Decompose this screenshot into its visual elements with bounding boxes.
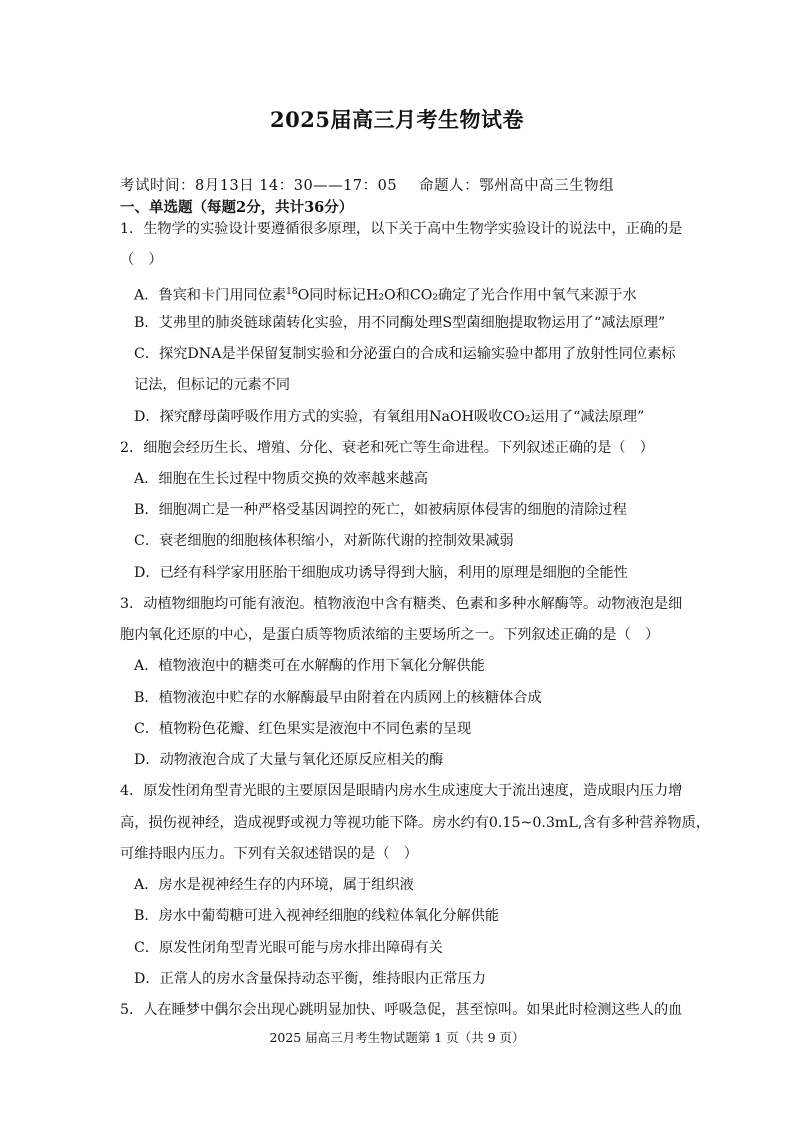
question-2-option-b: B．细胞凋亡是一种严格受基因调控的死亡，如被病原体侵害的细胞的清除过程: [134, 502, 627, 518]
exam-time: 考试时间：8月13日 14：30——17：05: [120, 178, 398, 194]
question-3-stem-line-2: 胞内氧化还原的中心，是蛋白质等物质浓缩的主要场所之一。下列叙述正确的是（ ）: [120, 627, 660, 643]
option-a-text-1: A．鲁宾和卡门用同位素: [134, 287, 287, 304]
question-1-option-a: [134, 282, 637, 306]
question-5-stem-line-1: 5．人在睡梦中偶尔会出现心跳明显加快、呼吸急促，甚至惊叫。如果此时检测这些人的血: [120, 1002, 683, 1018]
option-a-text-2: O同时标记H₂O和CO₂确定了光合作用中氧气来源于水: [297, 287, 637, 304]
question-2-stem-line-1: 2．细胞会经历生长、增殖、分化、衰老和死亡等生命进程。下列叙述正确的是（ ）: [120, 440, 654, 456]
question-2-option-c: C．衰老细胞的细胞核体积缩小，对新陈代谢的控制效果减弱: [134, 533, 514, 549]
question-4-stem-line-3: 可维持眼内压力。下列有关叙述错误的是（ ）: [120, 846, 418, 862]
question-3-stem-line-1: 3．动植物细胞均可能有液泡。植物液泡中含有糖类、色素和多种水解酶等。动物液泡是细: [120, 596, 683, 612]
question-4-option-a: A．房水是视神经生存的内环境，属于组织液: [134, 877, 414, 893]
exam-meta: [120, 174, 614, 195]
section-title: 一、单选题（每题2分，共计36分）: [120, 199, 354, 216]
question-1-option-d: D．探究酵母菌呼吸作用方式的实验，有氧组用NaOH吸收CO₂运用了“减法原理”: [134, 409, 645, 425]
exam-author: 命题人：鄂州高中高三生物组: [419, 178, 615, 194]
question-1-stem-line-1: 1．生物学的实验设计要遵循很多原理，以下关于高中生物学实验设计的说法中，正确的是: [120, 221, 683, 237]
exam-title: 2025届高三月考生物试卷: [270, 107, 524, 132]
question-4-option-d: D．正常人的房水含量保持动态平衡，维持眼内正常压力: [134, 971, 486, 987]
question-2-option-d: D．已经有科学家用胚胎干细胞成功诱导得到大脑，利用的原理是细胞的全能性: [134, 565, 628, 581]
question-4-option-b: B．房水中葡萄糖可进入视神经细胞的线粒体氧化分解供能: [134, 908, 500, 924]
question-3-option-d: D．动物液泡合成了大量与氧化还原反应相关的酶: [134, 752, 444, 768]
question-4-option-c: C．原发性闭角型青光眼可能与房水排出障碍有关: [134, 940, 443, 956]
isotope-superscript: 18: [286, 287, 298, 297]
question-2-option-a: A．细胞在生长过程中物质交换的效率越来越高: [134, 471, 428, 487]
question-1-option-c-continued: 记法，但标记的元素不同: [134, 377, 291, 393]
page-footer: 2025 届高三月考生物试题第 1 页（共 9 页）: [269, 1030, 525, 1045]
question-1-option-c: C．探究DNA是半保留复制实验和分泌蛋白的合成和运输实验中都用了放射性同位素标: [134, 346, 676, 362]
question-4-stem-line-2: 高，损伤视神经，造成视野或视力等视功能下降。房水约有0.15~0.3mL,含有多种营养物质，: [120, 815, 710, 831]
question-1-stem-line-2: （ ）: [120, 252, 163, 268]
question-3-option-c: C．植物粉色花瓣、红色果实是液泡中不同色素的呈现: [134, 721, 472, 737]
question-4-stem-line-1: 4．原发性闭角型青光眼的主要原因是眼睛内房水生成速度大于流出速度，造成眼内压力增: [120, 783, 683, 799]
question-3-option-b: B．植物液泡中贮存的水解酶最早由附着在内质网上的核糖体合成: [134, 690, 542, 706]
question-3-option-a: A．植物液泡中的糖类可在水解酶的作用下氧化分解供能: [134, 658, 485, 674]
question-1-option-b: B．艾弗里的肺炎链球菌转化实验，用不同酶处理S型菌细胞提取物运用了“减法原理”: [134, 315, 666, 331]
